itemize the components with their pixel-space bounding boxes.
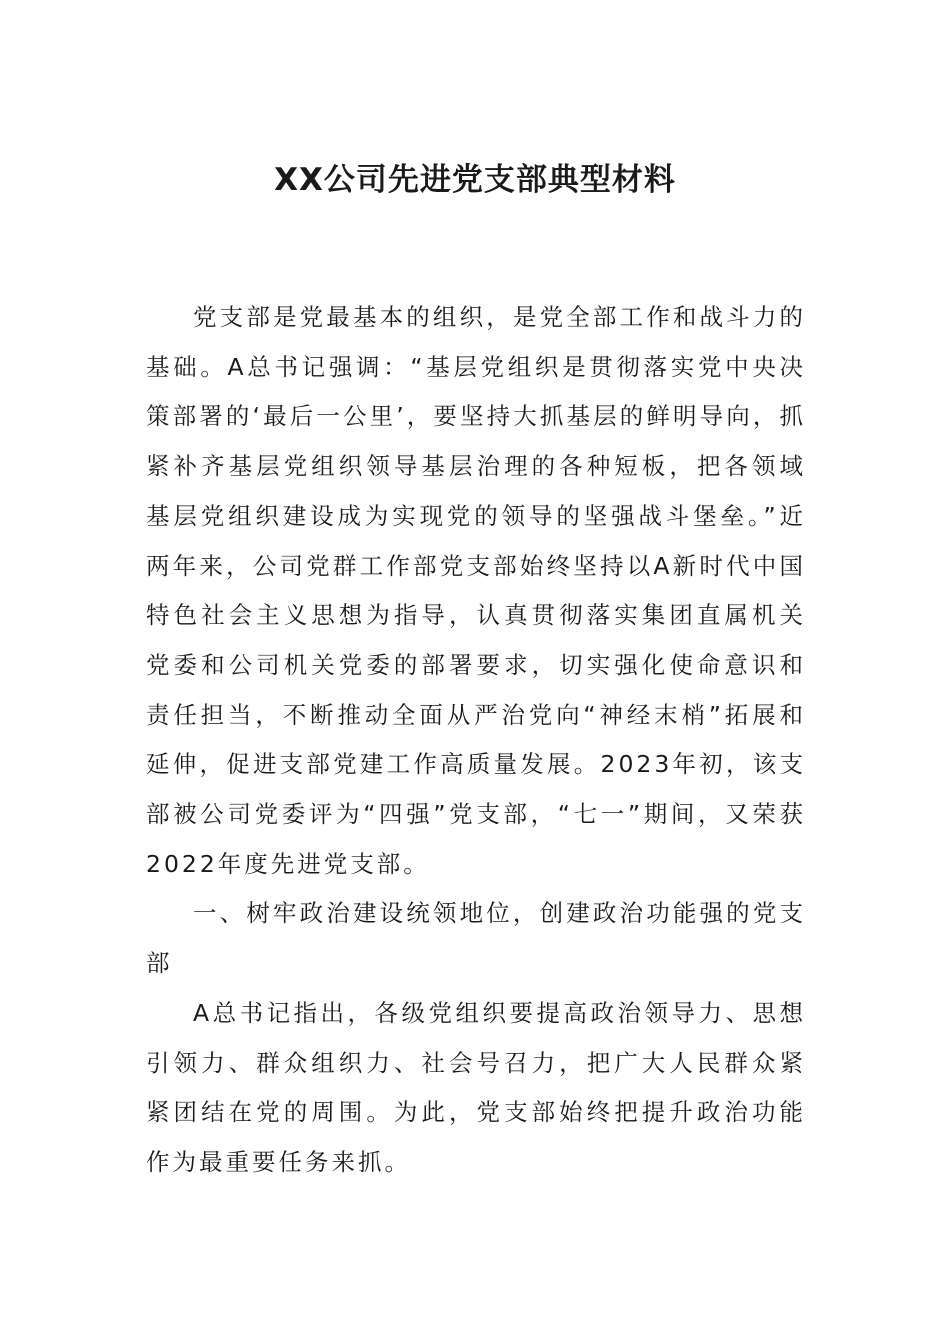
section-1-paragraph: A总书记指出，各级党组织要提高政治领导力、思想引领力、群众组织力、社会号召力，把广大人民群众紧紧团结在党的周围。为此，党支部始终把提升政治功能作为最重要任务来抓。 <box>146 998 806 1176</box>
document-title: XX公司先进党支部典型材料 <box>274 162 676 198</box>
document-body <box>146 293 806 1188</box>
section-heading-1: 一、树牢政治建设统领地位，创建政治功能强的党支部 <box>146 899 806 978</box>
intro-paragraph: 党支部是党最基本的组织，是党全部工作和战斗力的基础。A总书记强调：“基层党组织是贯彻落实党中央决策部署的‘最后一公里’，要坚持大抓基层的鲜明导向，抓紧补齐基层党组织领导基层治理的各种短板，把各领域基层党组织建设成为实现党的领导的坚强战斗堡垒。”近两年来，公司党群工作部党支部始终坚持以A新时代中国特色社会主义思想为指导，认真贯彻落实集团直属机关党委和公司机关党委的部署要求，切实强化使命意识和责任担当，不断推动全面从严治党向“神经末梢”拓展和延伸，促进支部党建工作高质量发展。2023年初，该支部被公司党委评为“四强”党支部，“七一”期间，又荣获2022年度先进党支部。 <box>146 303 806 878</box>
